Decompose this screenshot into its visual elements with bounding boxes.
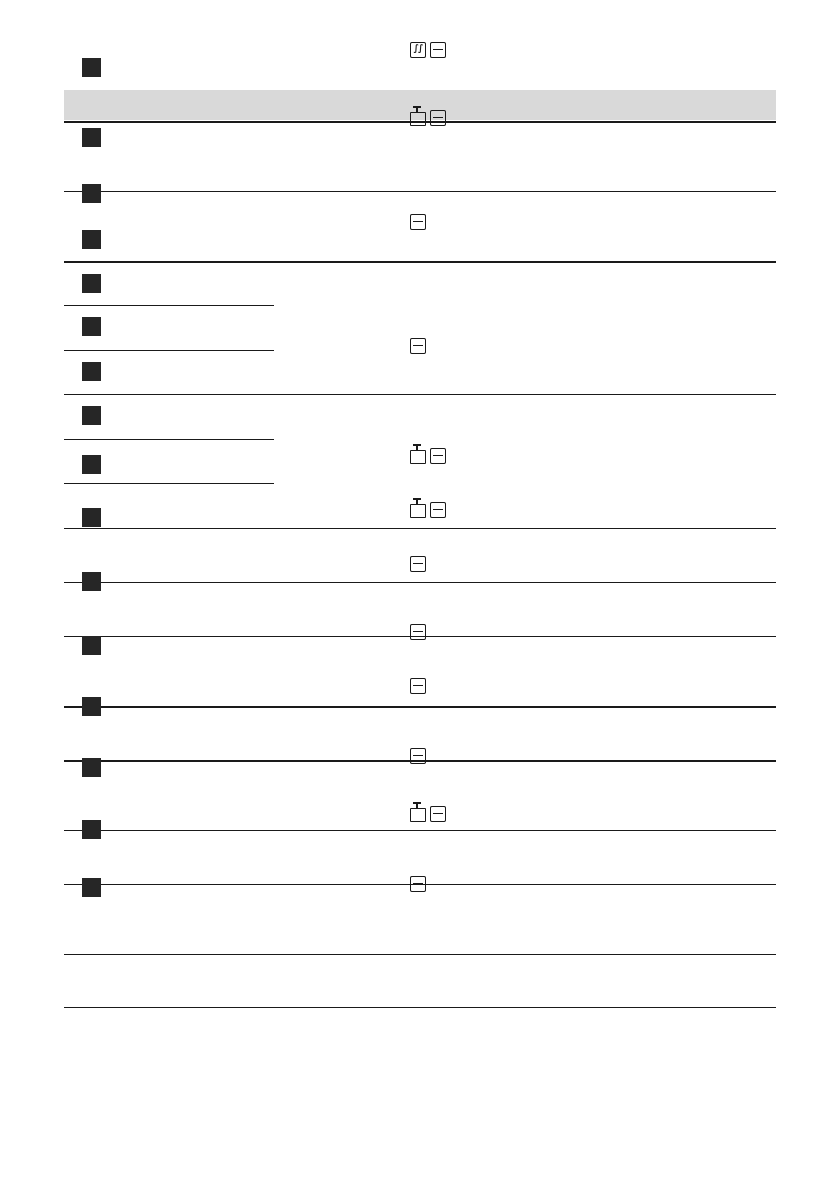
minus-icon: [430, 42, 446, 58]
row-icons: [410, 556, 426, 576]
row-icons: [410, 806, 446, 826]
header-cell-1: [64, 90, 274, 120]
row-marker-square: [82, 274, 101, 293]
row-marker-square: [82, 58, 101, 77]
minus-icon: [410, 748, 426, 764]
minus-icon: [410, 556, 426, 572]
timer-icon: [410, 504, 426, 518]
row-marker-square: [82, 406, 101, 425]
minus-icon: [410, 678, 426, 694]
minus-icon: [430, 110, 446, 126]
row-icons: [410, 624, 426, 644]
row-marker-square: [82, 820, 101, 839]
minus-icon: [410, 624, 426, 640]
minus-icon: [410, 214, 426, 230]
table-row: [64, 954, 776, 1008]
row-marker-square: [82, 184, 101, 203]
minus-icon: [430, 806, 446, 822]
row-icons: [410, 876, 426, 896]
row-icons: [410, 502, 446, 522]
timer-icon: [410, 808, 426, 822]
row-icons: [410, 214, 426, 234]
minus-icon: [410, 876, 426, 892]
minus-icon: [430, 502, 446, 518]
row-marker-square: [82, 508, 101, 527]
row-marker-square: [82, 128, 101, 147]
row-marker-square: [82, 572, 101, 591]
table-row: [64, 121, 776, 191]
row-marker-square: [82, 317, 101, 336]
row-icons: [410, 338, 426, 358]
row-marker-square: [82, 758, 101, 777]
row-marker-square: [82, 362, 101, 381]
header-cell-3: [408, 90, 776, 120]
row-marker-square: [82, 230, 101, 249]
minus-icon: [410, 338, 426, 354]
header-cell-2: [274, 90, 408, 120]
minus-icon: [430, 448, 446, 464]
row-icons: [410, 448, 446, 468]
table-row: [64, 394, 776, 439]
row-icons: [410, 678, 426, 698]
timer-icon: [410, 450, 426, 464]
row-marker-square: [82, 636, 101, 655]
timer-icon: [410, 112, 426, 126]
row-icons: [410, 42, 446, 62]
row-icons: [410, 748, 426, 768]
row-marker-square: [82, 878, 101, 897]
table-row: [64, 261, 776, 305]
row-icons: [410, 110, 446, 130]
row-marker-square: [82, 455, 101, 474]
row-marker-square: [82, 697, 101, 716]
heat-icon: ∫∫: [410, 42, 426, 58]
